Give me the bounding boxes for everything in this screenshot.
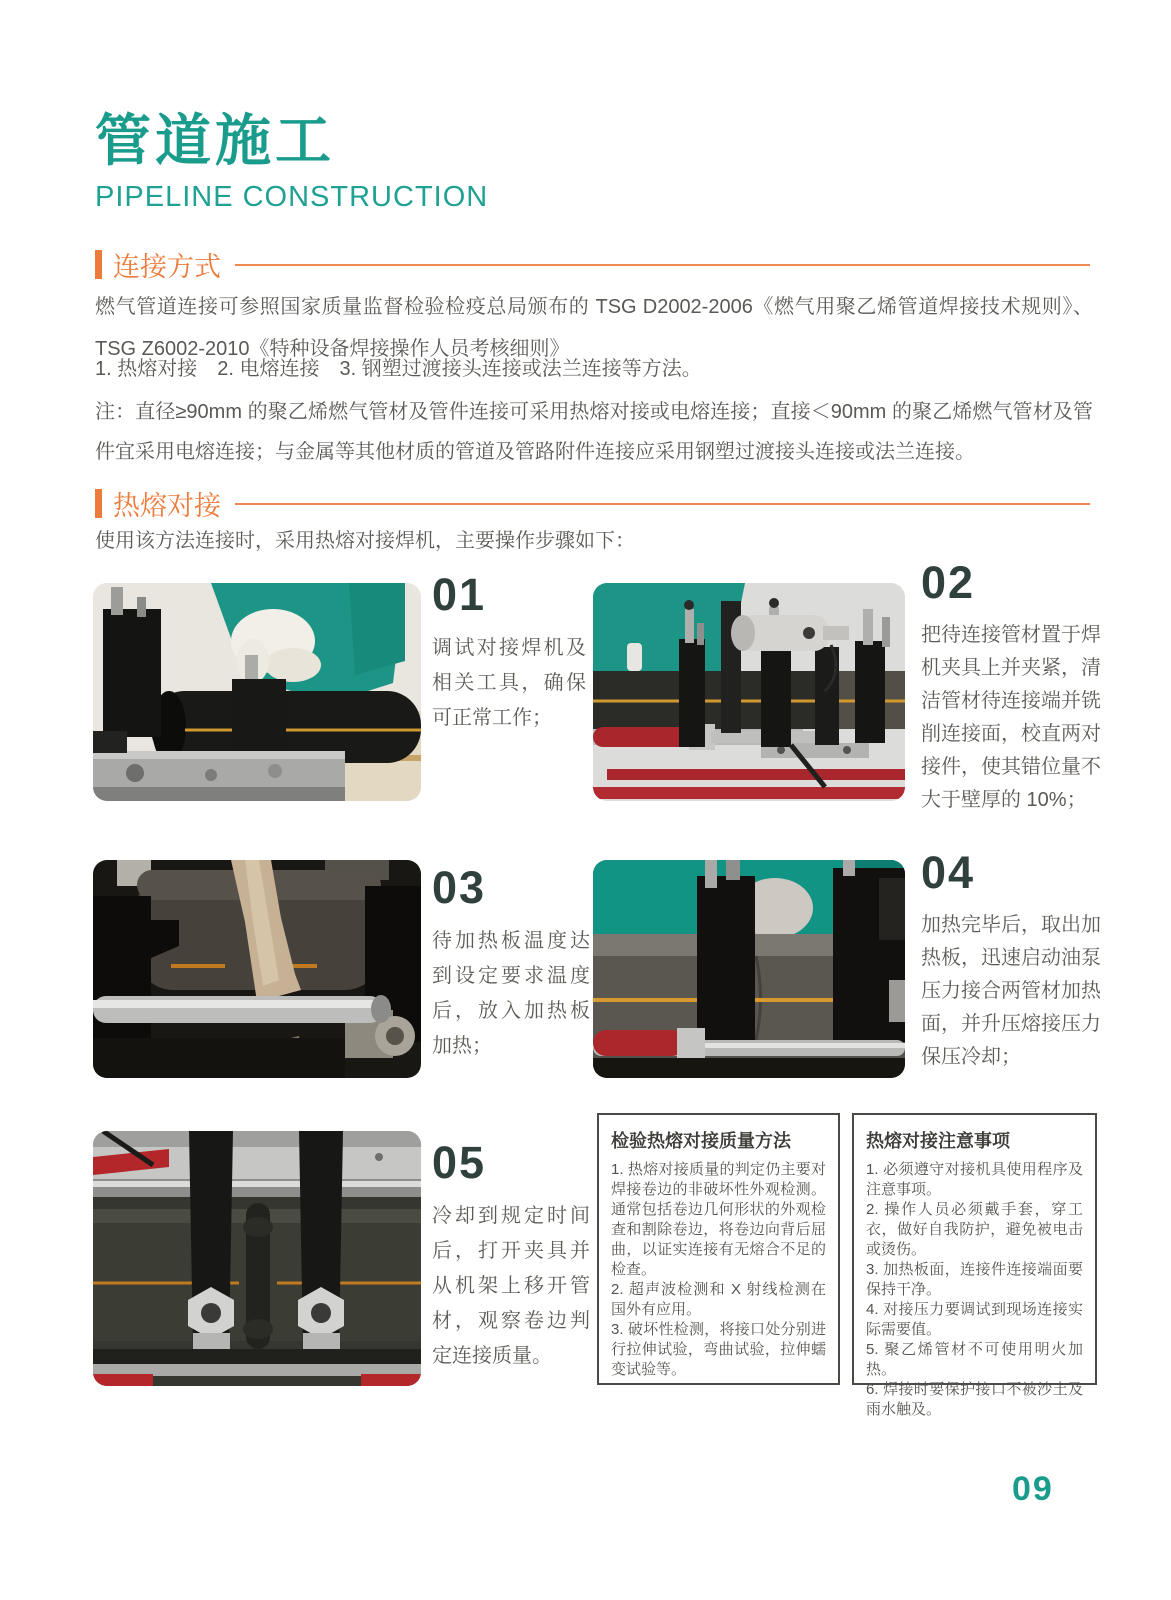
step-photo-5 xyxy=(93,1131,421,1386)
step-number-4: 04 xyxy=(921,847,976,898)
step-photo-1 xyxy=(93,583,421,801)
step-text-5: 冷却到规定时间后，打开夹具并从机架上移开管材，观察卷边判定连接质量。 xyxy=(432,1205,590,1367)
section-header-connection xyxy=(95,245,1090,284)
step-number-3: 03 xyxy=(432,862,487,913)
section-accent-bar xyxy=(95,489,102,518)
step-block-2 xyxy=(921,557,1101,817)
notice-box-item-6: 6. 焊接时要保护接口不被沙土及雨水触及。 xyxy=(866,1381,1083,1418)
heating-plate-illustration xyxy=(93,860,421,1078)
notice-box-item-2: 2. 操作人员必须戴手套，穿工衣，做好自我防护，避免被电击或烫伤。 xyxy=(866,1201,1083,1258)
step-photo-4 xyxy=(593,860,905,1078)
notice-box-item-1: 1. 必须遵守对接机具使用程序及注意事项。 xyxy=(866,1161,1083,1198)
step-photo-3 xyxy=(93,860,421,1078)
quality-methods-box xyxy=(597,1113,840,1385)
step-number-1: 01 xyxy=(432,569,487,620)
section-header-hot-melt xyxy=(95,484,1090,523)
notice-box xyxy=(852,1113,1097,1418)
section-accent-bar xyxy=(95,250,102,279)
paragraph-intro: 使用该方法连接时，采用热熔对接焊机，主要操作步骤如下： xyxy=(95,530,635,552)
pipes-joined-illustration xyxy=(593,860,905,1078)
section-rule-line xyxy=(235,264,1090,266)
paragraph-regulations: 燃气管道连接可参照国家质量监督检验检疫总局颁布的 TSG D2002-2006《燃气用聚乙烯管道焊接技术规则》、TSG Z6002-2010《特种设备焊接操作人员考核细则》 xyxy=(95,296,1093,360)
step-number-5: 05 xyxy=(432,1137,487,1188)
step-block-4 xyxy=(921,847,1101,1074)
quality-box-item-3: 3. 破坏性检测，将接口处分别进行拉伸试验，弯曲试验，拉伸蠕变试验等。 xyxy=(611,1321,826,1378)
page-number: 09 xyxy=(1012,1470,1054,1508)
section-heading-hot-melt: 热熔对接 xyxy=(113,491,221,521)
notice-box-item-4: 4. 对接压力要调试到现场连接实际需要值。 xyxy=(866,1301,1083,1338)
cooled-joint-illustration xyxy=(93,1131,421,1386)
step-block-5 xyxy=(432,1137,590,1374)
step-block-1 xyxy=(432,569,586,736)
page-subtitle: PIPELINE CONSTRUCTION xyxy=(95,181,489,213)
step-photo-2 xyxy=(593,583,905,801)
paragraph-note: 注：直径≥90mm 的聚乙烯燃气管材及管件连接可采用热熔对接或电熔连接；直接＜90mm 的聚乙烯燃气管材及管件宜采用电熔连接；与金属等其他材质的管道及管路附件连接应采用钢塑过渡接头连接或法兰连接。 xyxy=(95,401,1093,463)
page-title: 管道施工 xyxy=(95,109,335,172)
step-block-3 xyxy=(432,862,590,1064)
step-text-2: 把待连接管材置于焊机夹具上并夹紧，清洁管材待连接端并铣削连接面，校直两对接件，使其错位量不大于壁厚的 10%； xyxy=(921,624,1101,811)
section-heading-connection: 连接方式 xyxy=(113,252,221,282)
pipes-clamped-illustration xyxy=(593,583,905,801)
step-text-1: 调试对接焊机及相关工具，确保可正常工作； xyxy=(432,637,586,729)
quality-box-title: 检验热熔对接质量方法 xyxy=(611,1131,791,1151)
notice-box-title: 热熔对接注意事项 xyxy=(866,1131,1010,1151)
section-rule-line xyxy=(235,503,1090,505)
notice-box-item-3: 3. 加热板面，连接件连接端面要保持干净。 xyxy=(866,1261,1083,1298)
step-text-4: 加热完毕后，取出加热板，迅速启动油泵压力接合两管材加热面，并升压熔接压力保压冷却； xyxy=(921,914,1101,1068)
quality-box-item-2: 2. 超声波检测和 X 射线检测在国外有应用。 xyxy=(611,1281,826,1318)
paragraph-methods: 1. 热熔对接 2. 电熔连接 3. 钢塑过渡接头连接或法兰连接等方法。 xyxy=(95,358,702,380)
quality-box-item-1: 1. 热熔对接质量的判定仍主要对焊接卷边的非破坏性外观检测。通常包括卷边几何形状的外观检查和割除卷边，将卷边向背后屈曲，以证实连接有无熔合不足的检查。 xyxy=(611,1161,826,1278)
welder-adjustment-illustration xyxy=(93,583,421,801)
notice-box-item-5: 5. 聚乙烯管材不可使用明火加热。 xyxy=(866,1341,1083,1378)
step-text-3: 待加热板温度达到设定要求温度后，放入加热板加热； xyxy=(432,930,590,1057)
step-number-2: 02 xyxy=(921,557,976,608)
